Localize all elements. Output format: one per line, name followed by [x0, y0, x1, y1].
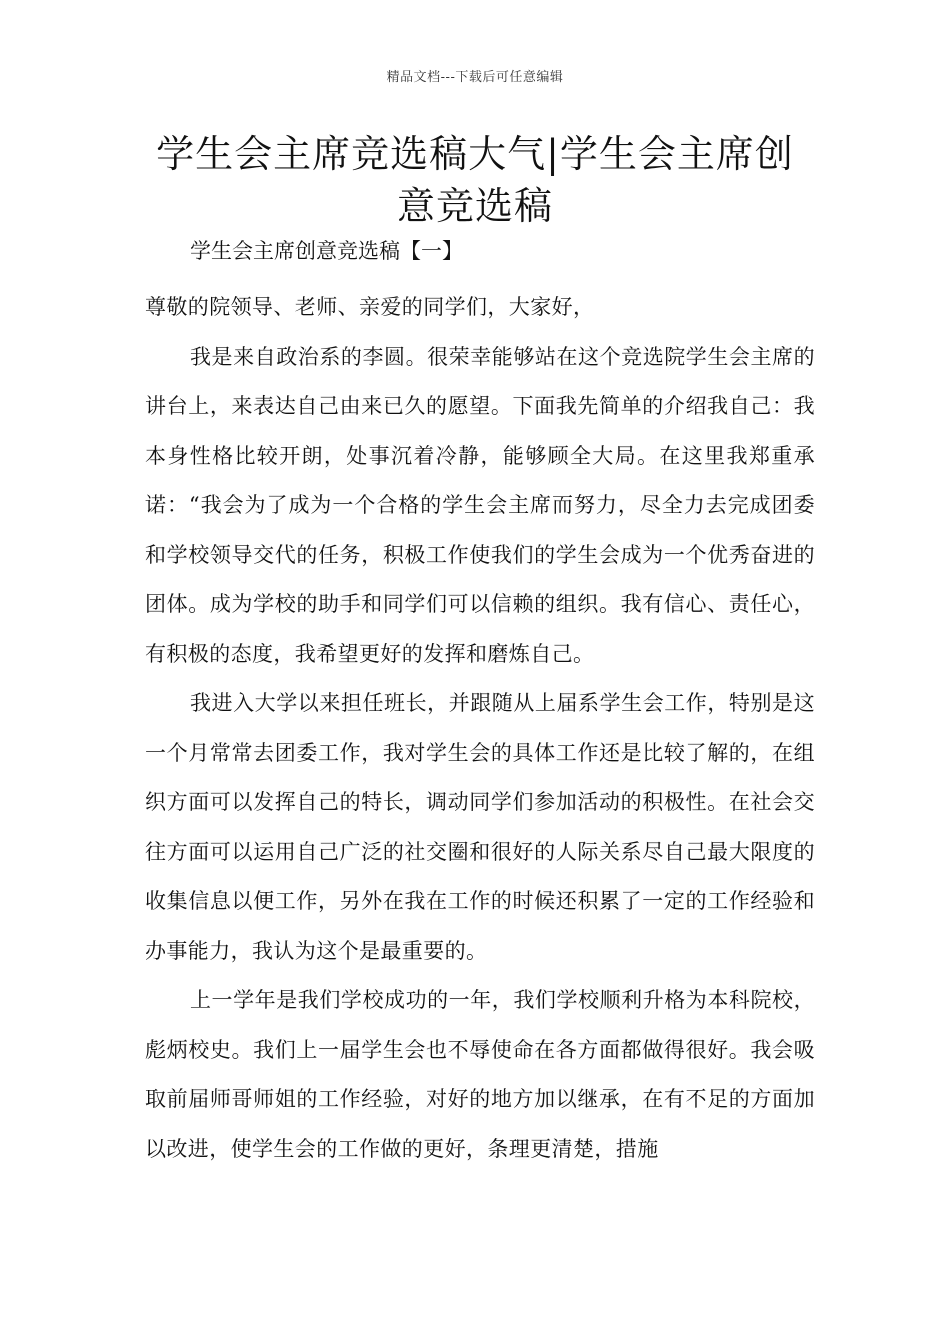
body-paragraph: 上一学年是我们学校成功的一年，我们学校顺利升格为本科院校，彪炳校史。我们上一届学生会也不辱使命在各方面都做得很好。我会吸取前届师哥师姐的工作经验，对好的地方加以继承，在有不足的方面加以改进，使学生会的工作做的更好，条理更清楚，措施	[145, 988, 815, 1161]
body-paragraph: 我进入大学以来担任班长，并跟随从上届系学生会工作，特别是这一个月常常去团委工作，我对学生会的具体工作还是比较了解的，在组织方面可以发挥自己的特长，调动同学们参加活动的积极性。在社会交往方面可以运用自己广泛的社交圈和很好的人际关系尽自己最大限度的收集信息以便工作，另外在我在工作的时候还积累了一定的工作经验和办事能力，我认为这个是最重要的。	[145, 691, 815, 963]
greeting-paragraph: 尊敬的院领导、老师、亲爱的同学们，大家好，	[145, 295, 595, 319]
header-note: 精品文档---下载后可任意编辑	[386, 70, 564, 85]
document-body	[145, 283, 815, 1174]
document-title: 学生会主席竞选稿大气|学生会主席创意竞选稿	[156, 132, 794, 228]
section-subtitle: 学生会主席创意竞选稿【一】	[190, 239, 463, 263]
body-paragraph: 我是来自政治系的李圆。很荣幸能够站在这个竞选院学生会主席的讲台上，来表达自己由来已久的愿望。下面我先简单的介绍我自己：我本身性格比较开朗，处事沉着冷静，能够顾全大局。在这里我郑重承诺：“我会为了成为一个合格的学生会主席而努力，尽全力去完成团委和学校领导交代的任务，积极工作使我们的学生会成为一个优秀奋进的团体。成为学校的助手和同学们可以信赖的组织。我有信心、责任心，有积极的态度，我希望更好的发挥和磨炼自己。	[145, 344, 815, 666]
